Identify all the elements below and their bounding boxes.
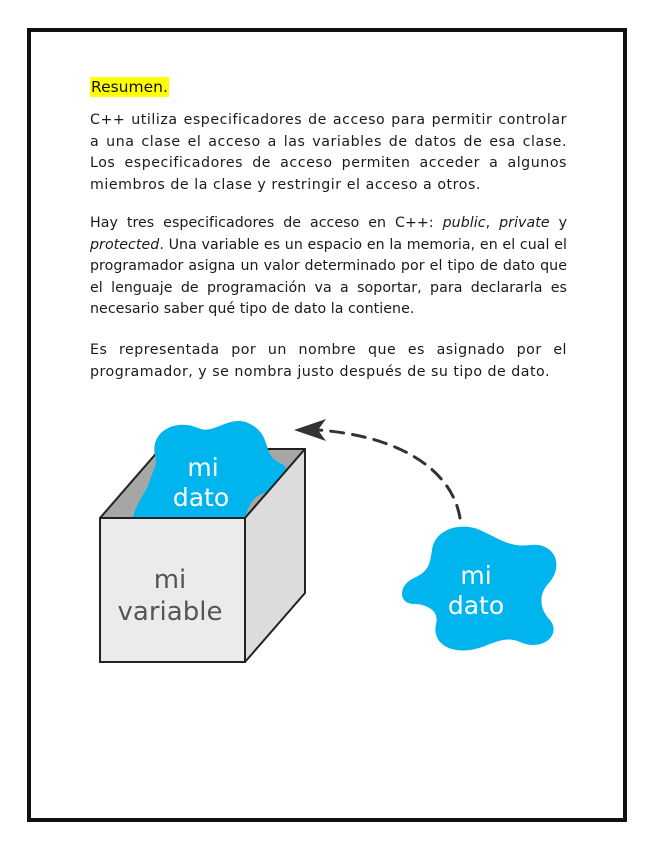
paragraph-access-specifiers: C++ utiliza especificadores de acceso para permitir controlar a una clase el acceso a las variables de datos de esa clase. Los especificadores de acceso permiten acceder a algunos miembros de la clase y restringir el acceso a otros. (90, 112, 567, 193)
keyword-protected: protected (90, 236, 160, 253)
keyword-public: public (442, 215, 486, 231)
box-label-line1: mi (153, 565, 187, 595)
summary-heading: Resumen. (91, 78, 168, 96)
paragraph-variable-naming: Es representada por un nombre que es asignado por el programador, y se nombra justo después de su tipo de dato. (90, 342, 567, 380)
para2-intro: Hay tres especificadores de acceso en C++: (90, 215, 443, 231)
outer-blob-label-line1: mi (460, 561, 492, 590)
inner-blob-label-line2: dato (172, 483, 230, 512)
inner-blob-label-line1: mi (187, 453, 219, 482)
keyword-private: private (499, 215, 550, 231)
outer-blob-label-line2: dato (447, 591, 505, 620)
assignment-arrow-path (318, 430, 460, 518)
para2-rest: . Una variable es un espacio en la memoria, en el cual el programador asigna un valor determinado por el tipo de dato que el lenguaje de programación va a soportar, para declararla es necesario saber qué tipo de dato la contiene. (90, 236, 567, 317)
para2-separator-1: , (485, 215, 500, 231)
para2-separator-2: y (549, 215, 568, 231)
box-label-line2: variable (117, 597, 223, 627)
